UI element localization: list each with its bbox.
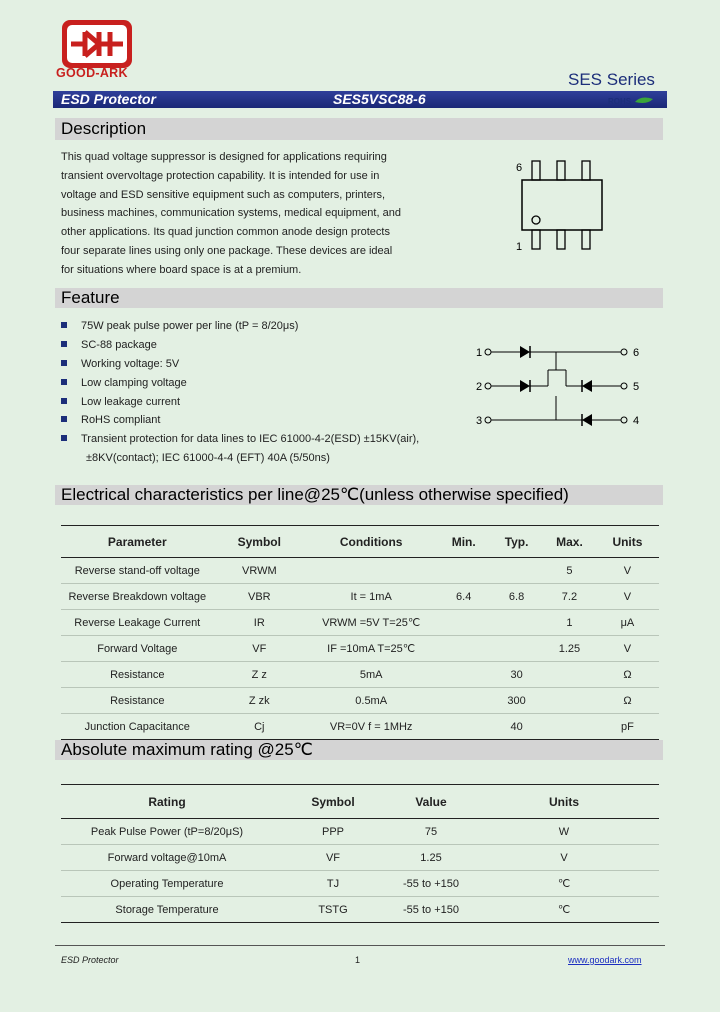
- circuit-pin-2: 2: [476, 381, 483, 393]
- circuit-pin-4: 4: [633, 415, 640, 427]
- brand-name: GOOD-ARK: [56, 66, 128, 80]
- col-header: Parameter: [61, 526, 214, 558]
- electrical-table: [61, 525, 659, 740]
- table-row: Reverse Breakdown voltage VBR It = 1mA 6.4 6.8 7.2 V: [61, 584, 659, 610]
- package-outline-drawing: [510, 155, 620, 260]
- table-row: Forward voltage@10mA VF 1.25 V: [61, 845, 659, 871]
- circuit-pin-5: 5: [633, 381, 640, 393]
- feature-heading: Feature: [55, 288, 663, 308]
- feature-item: Working voltage: 5V: [61, 358, 179, 370]
- col-header: Symbol: [214, 526, 306, 558]
- table-row: Storage Temperature TSTG -55 to +150 ℃: [61, 897, 659, 923]
- table-row: Operating Temperature TJ -55 to +150 ℃: [61, 871, 659, 897]
- bullet-icon: [61, 322, 67, 328]
- absolute-table: [61, 784, 659, 923]
- feature-item: Low leakage current: [61, 396, 180, 408]
- table-row: Junction Capacitance Cj VR=0V f = 1MHz 40 pF: [61, 714, 659, 740]
- title-bar-category: ESD Protector: [61, 91, 156, 107]
- col-header: Max.: [543, 526, 596, 558]
- col-header: Symbol: [273, 785, 393, 819]
- feature-item: 75W peak pulse power per line (tP = 8/20μs): [61, 320, 298, 332]
- col-header: Rating: [61, 785, 273, 819]
- electrical-heading: Electrical characteristics per line@25℃(unless otherwise specified): [55, 485, 663, 505]
- part-number: SES5VSC88-6: [333, 91, 426, 107]
- title-bar: [53, 91, 667, 108]
- series-label: SES Series: [568, 70, 655, 89]
- rohs-badge: [608, 96, 655, 106]
- bullet-icon: [61, 341, 67, 347]
- footer-url-link[interactable]: www.goodark.com: [568, 955, 642, 965]
- bullet-icon: [61, 379, 67, 385]
- circuit-schematic: [470, 340, 650, 430]
- feature-item: Transient protection for data lines to IEC 61000-4-2(ESD) ±15KV(air),: [61, 433, 419, 445]
- pin-6-label: 6: [516, 162, 523, 174]
- footer-divider: [55, 945, 665, 946]
- col-header: Conditions: [305, 526, 437, 558]
- brand-logo: [62, 20, 132, 68]
- col-header: Typ.: [490, 526, 543, 558]
- page-number: 1: [355, 955, 361, 965]
- circuit-pin-3: 3: [476, 415, 483, 427]
- bullet-icon: [61, 435, 67, 441]
- description-text: This quad voltage suppressor is designed for applications requiring transient overvoltage protection capability. It is intended for use in voltage and ESD sensitive equipment such as computers, printers, business machines, communication systems, medical equipment, and other applications. Its quad junction common anode design protects four separate lines using only one package. These devices are ideal for situations where board space is at a premium.: [61, 151, 401, 276]
- table-row: Forward Voltage VF IF =10mA T=25℃ 1.25 V: [61, 636, 659, 662]
- feature-item: Low clamping voltage: [61, 377, 187, 389]
- bullet-icon: [61, 398, 67, 404]
- circuit-pin-6: 6: [633, 347, 640, 359]
- col-header: Units: [596, 526, 659, 558]
- feature-item: SC-88 package: [61, 339, 157, 351]
- rohs-label: ROHS: [608, 97, 632, 106]
- col-header: Min.: [437, 526, 490, 558]
- col-header: Value: [393, 785, 469, 819]
- absolute-heading: Absolute maximum rating @25℃: [55, 740, 663, 760]
- description-heading: Description: [55, 118, 663, 140]
- pin-1-label: 1: [516, 241, 523, 253]
- circuit-pin-1: 1: [476, 347, 483, 359]
- table-row: Reverse stand-off voltage VRWM 5 V: [61, 558, 659, 584]
- table-row: Resistance Z zk 0.5mA 300 Ω: [61, 688, 659, 714]
- feature-item: RoHS compliant: [61, 414, 160, 426]
- table-row: Reverse Leakage Current IR VRWM =5V T=25℃ 1 μA: [61, 610, 659, 636]
- bullet-icon: [61, 360, 67, 366]
- feature-item-continuation: ±8KV(contact); IEC 61000-4-4 (EFT) 40A (5/50ns): [86, 452, 330, 464]
- col-header: Units: [469, 785, 659, 819]
- footer-left: ESD Protector: [61, 955, 119, 965]
- table-row: Resistance Z z 5mA 30 Ω: [61, 662, 659, 688]
- leaf-icon: [633, 96, 655, 105]
- bullet-icon: [61, 416, 67, 422]
- table-row: Peak Pulse Power (tP=8/20μS) PPP 75 W: [61, 819, 659, 845]
